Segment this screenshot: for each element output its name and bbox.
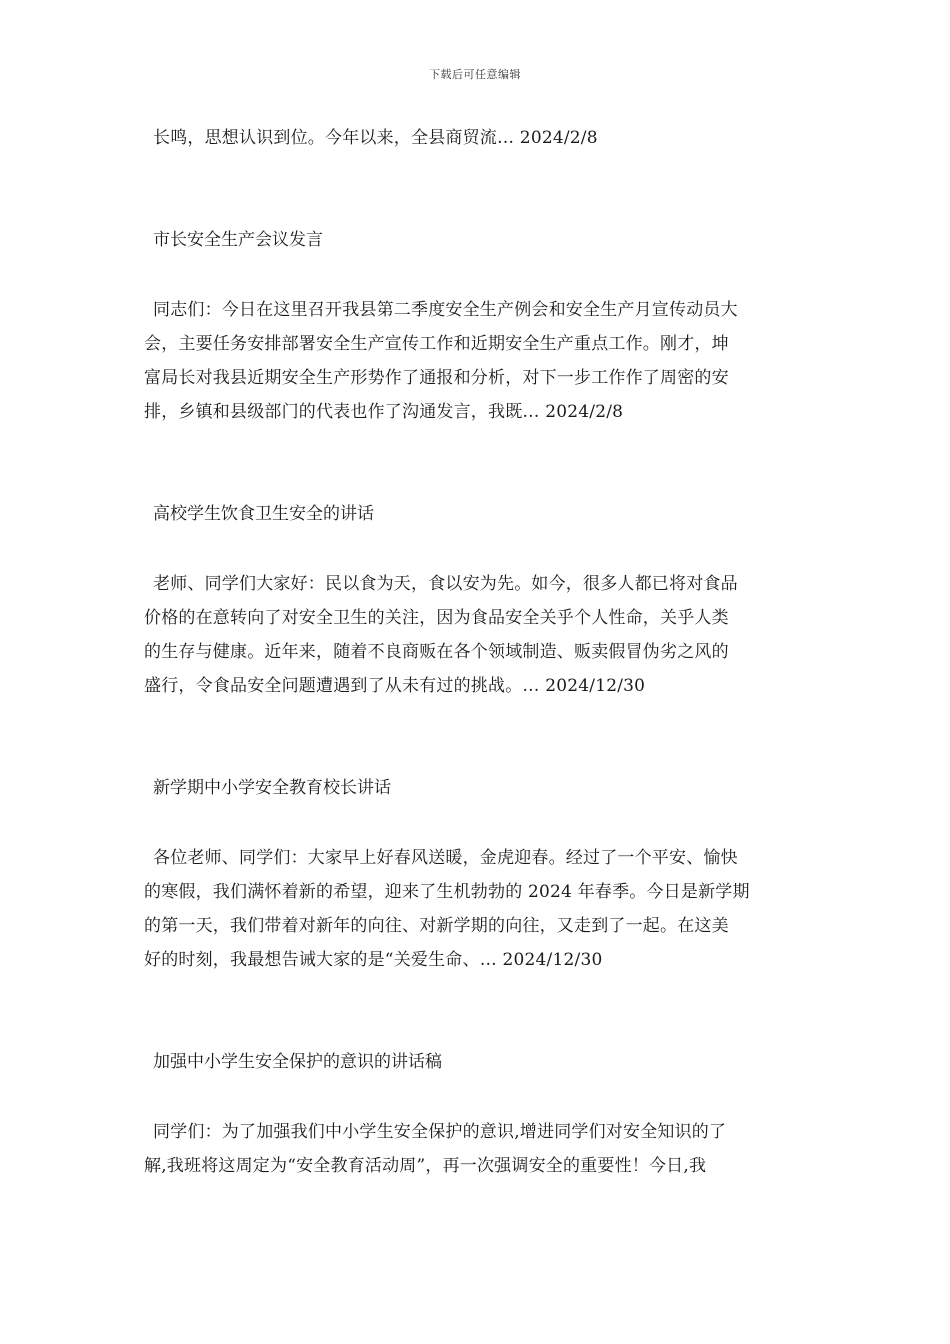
paragraph-line: 的生存与健康。近年来，随着不良商贩在各个领域制造、贩卖假冒伪劣之风的 bbox=[144, 642, 729, 662]
paragraph-line: 的第一天，我们带着对新年的向往、对新学期的向往，又走到了一起。在这美 bbox=[144, 916, 729, 936]
page-header-note: 下载后可任意编辑 bbox=[429, 68, 521, 81]
paragraph-line: 盛行，令食品安全问题遭遇到了从未有过的挑战。… 2024/12/30 bbox=[144, 676, 646, 696]
paragraph-line: 老师、同学们大家好：民以食为天，食以安为先。如今，很多人都已将对食品 bbox=[153, 574, 738, 594]
paragraph-line: 会，主要任务安排部署安全生产宣传工作和近期安全生产重点工作。刚才，坤 bbox=[144, 334, 729, 354]
paragraph-line: 好的时刻，我最想告诫大家的是“关爱生命、… 2024/12/30 bbox=[144, 950, 603, 970]
paragraph-line: 富局长对我县近期安全生产形势作了通报和分析，对下一步工作作了周密的安 bbox=[144, 368, 729, 388]
article-excerpt bbox=[144, 567, 808, 703]
paragraph-line: 排，乡镇和县级部门的代表也作了沟通发言，我既… 2024/2/8 bbox=[144, 402, 624, 422]
article-title[interactable]: 加强中小学生安全保护的意识的讲话稿 bbox=[153, 1052, 442, 1072]
paragraph-line: 长鸣，思想认识到位。今年以来，全县商贸流… 2024/2/8 bbox=[153, 128, 598, 148]
article-title[interactable]: 高校学生饮食卫生安全的讲话 bbox=[153, 504, 374, 524]
article-excerpt bbox=[144, 293, 808, 429]
paragraph-line: 同学们：为了加强我们中小学生安全保护的意识,增进同学们对安全知识的了 bbox=[153, 1122, 727, 1142]
article-excerpt bbox=[144, 841, 808, 977]
document-body bbox=[144, 121, 808, 1183]
paragraph-line: 各位老师、同学们：大家早上好春风送暖，金虎迎春。经过了一个平安、愉快 bbox=[153, 848, 738, 868]
article-excerpt bbox=[144, 1115, 808, 1183]
paragraph-line: 解,我班将这周定为“安全教育活动周”，再一次强调安全的重要性！今日,我 bbox=[144, 1156, 707, 1176]
paragraph-line: 价格的在意转向了对安全卫生的关注，因为食品安全关乎个人性命，关乎人类 bbox=[144, 608, 729, 628]
article-title[interactable]: 市长安全生产会议发言 bbox=[153, 230, 323, 250]
paragraph-line: 的寒假，我们满怀着新的希望，迎来了生机勃勃的 2024 年春季。今日是新学期 bbox=[144, 882, 750, 902]
paragraph-line: 同志们：今日在这里召开我县第二季度安全生产例会和安全生产月宣传动员大 bbox=[153, 300, 738, 320]
article-title[interactable]: 新学期中小学安全教育校长讲话 bbox=[153, 778, 391, 798]
lead-paragraph bbox=[144, 121, 808, 155]
